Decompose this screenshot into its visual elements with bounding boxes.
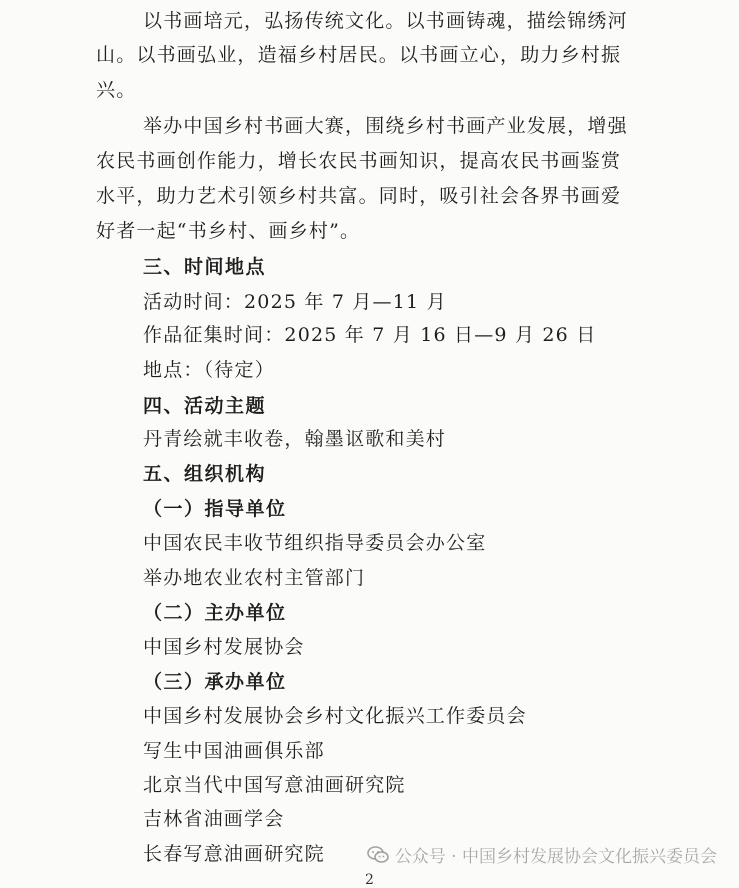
activity-time: 活动时间：2025 年 7 月—11 月 bbox=[143, 291, 447, 313]
organizer-unit-heading: （三）承办单位 bbox=[143, 671, 287, 693]
watermark-text: 公众号 · 中国乡村发展协会文化振兴委员会 bbox=[394, 847, 717, 867]
section-3-heading: 三、时间地点 bbox=[143, 256, 267, 278]
paragraph-2-line-4: 好者一起“书乡村、画乡村”。 bbox=[96, 220, 361, 242]
organizer-unit-3: 北京当代中国写意油画研究院 bbox=[143, 774, 406, 796]
organizer-unit-2: 写生中国油画俱乐部 bbox=[143, 740, 325, 762]
paragraph-2-line-3: 水平，助力艺术引领乡村共富。同时，吸引社会各界书画爱 bbox=[96, 185, 622, 207]
guidance-unit-1: 中国农民丰收节组织指导委员会办公室 bbox=[143, 532, 487, 554]
page-number: 2 bbox=[365, 872, 374, 888]
activity-theme: 丹青绘就丰收卷，翰墨讴歌和美村 bbox=[143, 428, 447, 450]
host-unit-1: 中国乡村发展协会 bbox=[143, 636, 305, 658]
wechat-icon bbox=[367, 846, 389, 864]
paragraph-1-line-1: 以书画培元，弘扬传统文化。以书画铸魂，描绘锦绣河 bbox=[143, 10, 628, 32]
organizer-unit-1: 中国乡村发展协会乡村文化振兴工作委员会 bbox=[143, 705, 527, 727]
guidance-unit-heading: （一）指导单位 bbox=[143, 498, 287, 520]
paragraph-1-line-2: 山。以书画弘业，造福乡村居民。以书画立心，助力乡村振 bbox=[96, 44, 622, 66]
location: 地点：（待定） bbox=[143, 359, 275, 381]
guidance-unit-2: 举办地农业农村主管部门 bbox=[143, 567, 366, 589]
organizer-unit-4: 吉林省油画学会 bbox=[143, 808, 285, 830]
paragraph-2-line-2: 农民书画创作能力，增长农民书画知识，提高农民书画鉴赏 bbox=[96, 150, 622, 172]
submission-time: 作品征集时间：2025 年 7 月 16 日—9 月 26 日 bbox=[143, 324, 597, 346]
paragraph-1-line-3: 兴。 bbox=[96, 79, 137, 101]
host-unit-heading: （二）主办单位 bbox=[143, 602, 287, 624]
wechat-watermark bbox=[367, 842, 717, 867]
organizer-unit-5: 长春写意油画研究院 bbox=[143, 843, 325, 865]
section-4-heading: 四、活动主题 bbox=[143, 395, 267, 417]
paragraph-2-line-1: 举办中国乡村书画大赛，围绕乡村书画产业发展，增强 bbox=[143, 115, 628, 137]
section-5-heading: 五、组织机构 bbox=[143, 463, 267, 485]
